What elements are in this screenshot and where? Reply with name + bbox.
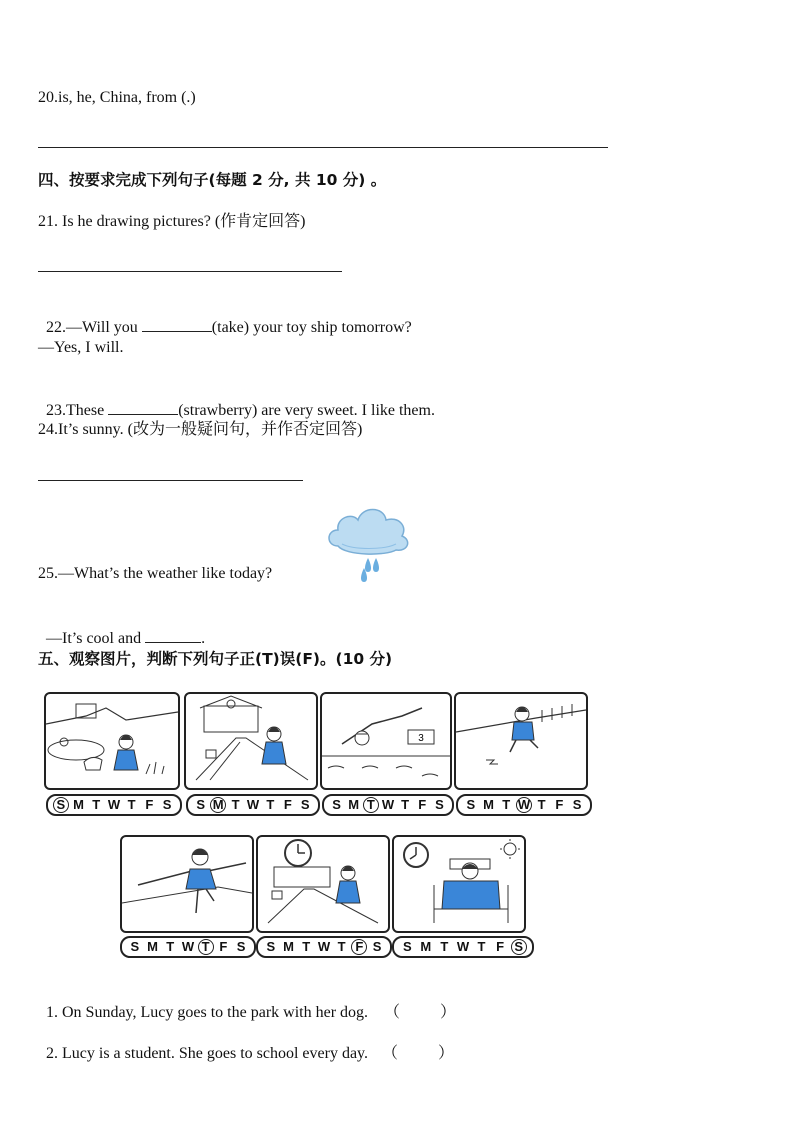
day-letter: S	[572, 797, 582, 812]
day-letter: T	[302, 939, 311, 954]
day-letter: S	[130, 939, 140, 954]
question-23	[38, 379, 435, 421]
question-22-before: 22.—Will you	[46, 319, 142, 336]
question-23-before: 23.These	[46, 402, 109, 419]
statement-1-paren-close: ）	[440, 1004, 457, 1021]
day-letter: T	[266, 797, 275, 812]
statement-1	[38, 983, 456, 1023]
question-21: 21. Is he drawing pictures? (作肯定回答)	[38, 213, 306, 230]
answer-line-20[interactable]	[38, 147, 608, 148]
answer-line-21[interactable]	[38, 271, 342, 272]
day-letter: T	[127, 797, 136, 812]
circled-day-letter: W	[517, 797, 531, 812]
section-5-heading: 五、观察图片，判断下列句子正(T)误(F)。(10 分)	[38, 650, 393, 668]
question-22-answer: —Yes, I will.	[38, 339, 124, 356]
circled-day-letter: T	[363, 797, 379, 813]
question-23-after: (strawberry) are very sweet. I like them.	[178, 402, 435, 419]
blank-23[interactable]	[108, 399, 178, 415]
picture-skating	[454, 692, 588, 790]
circled-day-letter: S	[511, 939, 527, 955]
picture-swimming	[320, 692, 452, 790]
svg-text:3: 3	[418, 733, 424, 744]
question-22	[38, 296, 412, 338]
section-4-heading: 四、按要求完成下列句子(每题 2 分, 共 10 分) 。	[38, 171, 387, 189]
circled-day-letter: M	[210, 797, 226, 813]
day-letter: T	[401, 797, 410, 812]
day-letter: W	[381, 797, 395, 812]
statement-2	[38, 1024, 454, 1064]
day-letter: S	[332, 797, 341, 812]
picture-going-to-school	[184, 692, 318, 790]
picture-school-with-clock	[256, 835, 390, 933]
statement-1-paren-open[interactable]: （	[384, 1004, 401, 1021]
days-strip-7	[392, 936, 534, 958]
days-strip-5	[120, 936, 256, 958]
day-letter: S	[372, 939, 382, 954]
question-20: 20.is, he, China, from (.)	[38, 89, 196, 106]
circled-day-letter: F	[351, 939, 367, 955]
picture-ballet-dancing	[120, 835, 254, 933]
day-letter: F	[219, 939, 228, 954]
day-letter: S	[266, 939, 276, 954]
day-letter: S	[196, 797, 206, 812]
question-24: 24.It’s sunny. (改为一般疑问句，并作否定回答)	[38, 421, 363, 438]
days-strip-1	[46, 794, 182, 816]
blank-25[interactable]	[145, 627, 201, 643]
day-letter: S	[300, 797, 310, 812]
day-letter: T	[477, 939, 486, 954]
days-strip-4	[456, 794, 592, 816]
question-25-answer-before: —It’s cool and	[46, 630, 146, 647]
day-letter: F	[418, 797, 427, 812]
day-letter: W	[246, 797, 260, 812]
days-strip-3	[322, 794, 454, 816]
day-letter: M	[283, 939, 294, 954]
day-letter: M	[147, 939, 158, 954]
question-25-answer	[38, 607, 205, 649]
day-letter: S	[236, 939, 246, 954]
day-letter: W	[181, 939, 195, 954]
day-letter: M	[420, 939, 432, 954]
days-strip-6	[256, 936, 392, 958]
day-letter: T	[166, 939, 175, 954]
question-25-answer-after: .	[201, 630, 206, 647]
statement-2-paren-open[interactable]: （	[382, 1045, 399, 1062]
day-letter: F	[496, 939, 505, 954]
day-letter: F	[555, 797, 564, 812]
day-letter: S	[466, 797, 476, 812]
day-letter: W	[456, 939, 470, 954]
statement-1-text: 1. On Sunday, Lucy goes to the park with her dog.	[46, 1004, 369, 1021]
day-letter: M	[348, 797, 360, 812]
day-letter: T	[440, 939, 449, 954]
circled-day-letter: T	[198, 939, 214, 955]
day-letter: W	[107, 797, 121, 812]
answer-line-24[interactable]	[38, 480, 303, 481]
day-letter: S	[402, 939, 412, 954]
days-strip-2	[186, 794, 320, 816]
picture-park-with-dog	[44, 692, 180, 790]
day-letter: T	[337, 939, 346, 954]
day-letter: F	[145, 797, 154, 812]
day-letter: S	[162, 797, 172, 812]
day-letter: T	[231, 797, 240, 812]
day-letter: W	[317, 939, 331, 954]
day-letter: T	[537, 797, 546, 812]
day-letter: T	[502, 797, 511, 812]
question-22-after: (take) your toy ship tomorrow?	[211, 319, 412, 336]
statement-2-text: 2. Lucy is a student. She goes to school every day.	[46, 1045, 369, 1062]
picture-sleeping-in-bed	[392, 835, 526, 933]
day-letter: F	[283, 797, 292, 812]
day-letter: M	[483, 797, 494, 812]
day-letter: M	[73, 797, 84, 812]
question-25: 25.—What’s the weather like today?	[38, 565, 273, 582]
day-letter: T	[92, 797, 101, 812]
rain-cloud-icon	[324, 500, 412, 584]
blank-22[interactable]	[142, 316, 212, 332]
day-letter: S	[435, 797, 444, 812]
statement-2-paren-close: ）	[438, 1045, 455, 1062]
circled-day-letter: S	[53, 797, 69, 813]
